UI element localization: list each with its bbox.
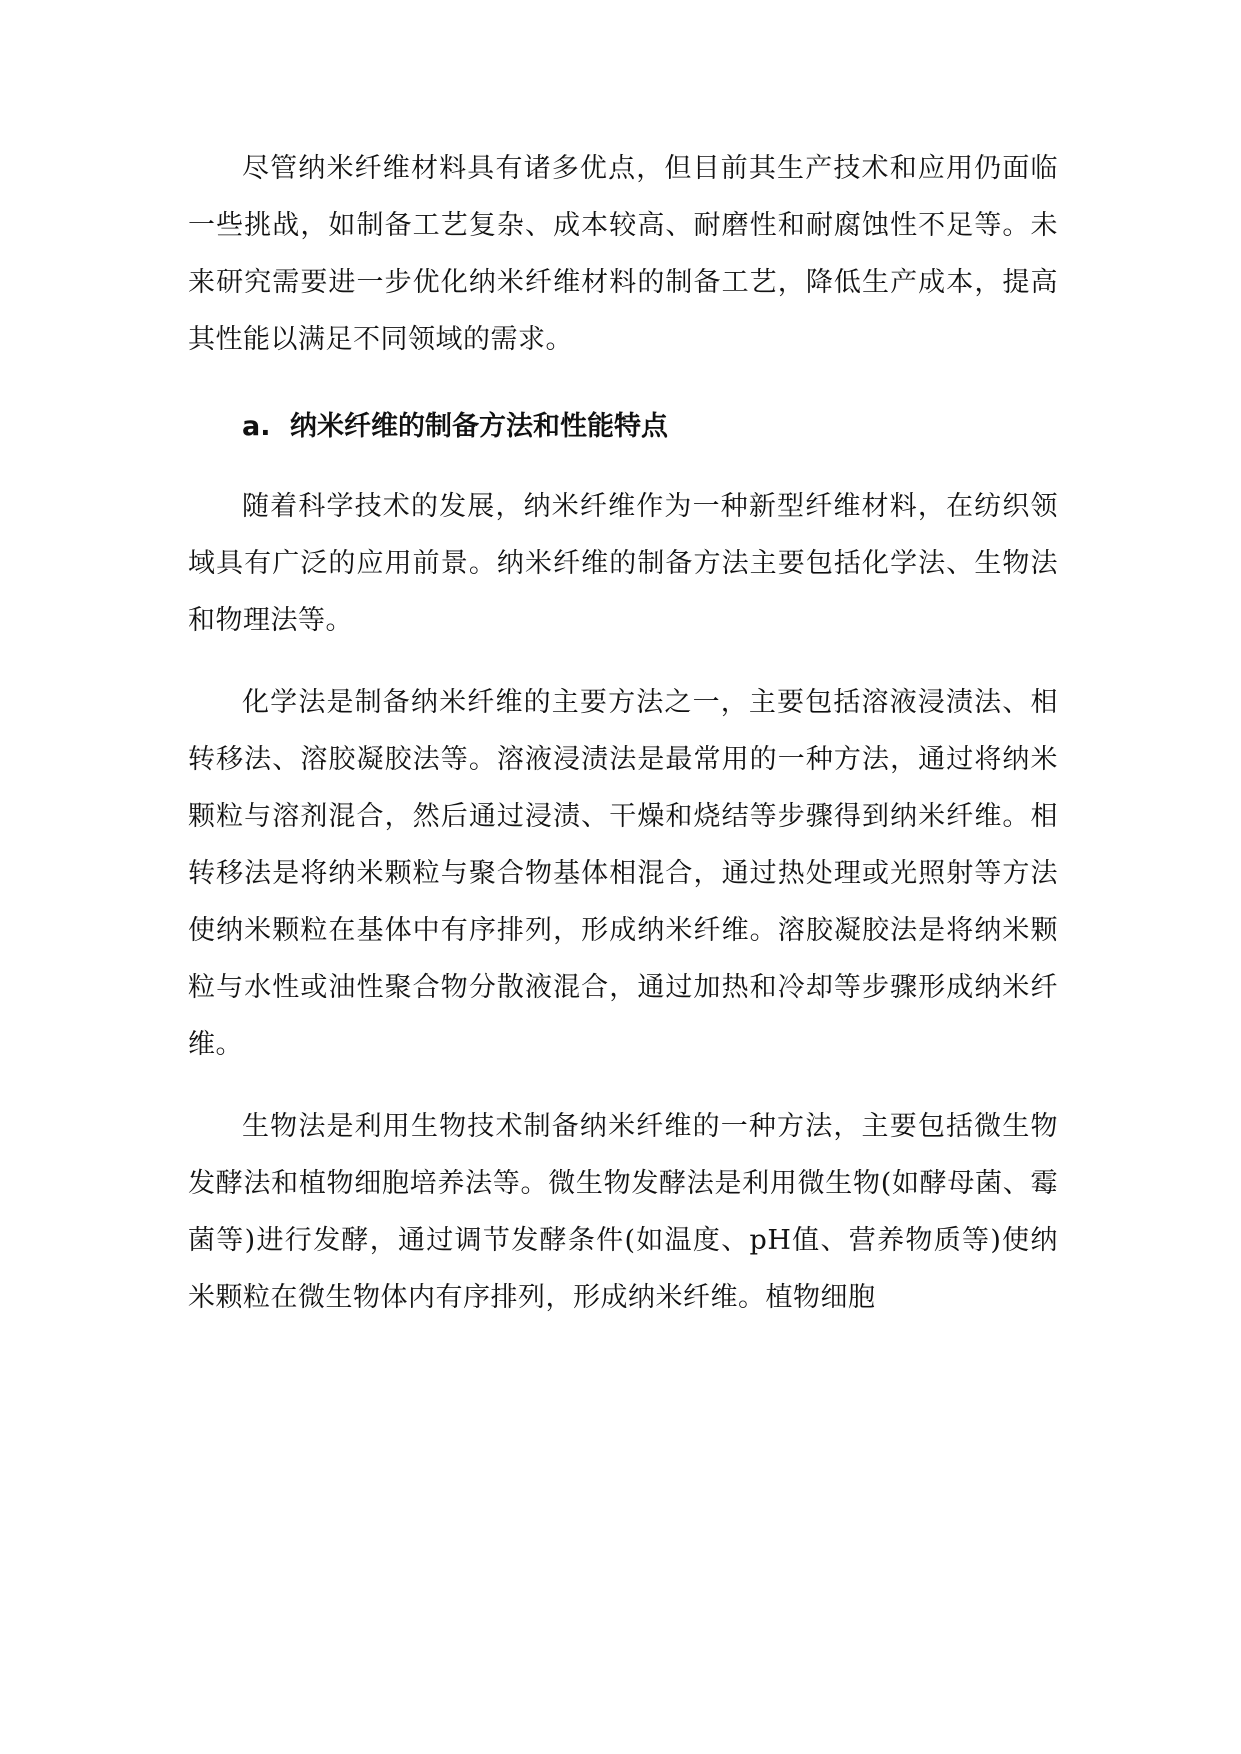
section-heading-title: 纳米纤维的制备方法和性能特点 bbox=[290, 411, 668, 442]
section-heading-marker: a. bbox=[242, 411, 271, 442]
document-body bbox=[188, 140, 1058, 1351]
section-heading bbox=[242, 398, 1058, 455]
paragraph-intro: 尽管纳米纤维材料具有诸多优点，但目前其生产技术和应用仍面临一些挑战，如制备工艺复杂、成本较高、耐磨性和耐腐蚀性不足等。未来研究需要进一步优化纳米纤维材料的制备工艺，降低生产成本，提高其性能以满足不同领域的需求。 bbox=[188, 153, 1058, 355]
paragraph-overview: 随着科学技术的发展，纳米纤维作为一种新型纤维材料，在纺织领域具有广泛的应用前景。纳米纤维的制备方法主要包括化学法、生物法和物理法等。 bbox=[188, 491, 1058, 636]
paragraph-chemical-method: 化学法是制备纳米纤维的主要方法之一，主要包括溶液浸渍法、相转移法、溶胶凝胶法等。溶液浸渍法是最常用的一种方法，通过将纳米颗粒与溶剂混合，然后通过浸渍、干燥和烧结等步骤得到纳米纤维。相转移法是将纳米颗粒与聚合物基体相混合，通过热处理或光照射等方法使纳米颗粒在基体中有序排列，形成纳米纤维。溶胶凝胶法是将纳米颗粒与水性或油性聚合物分散液混合，通过加热和冷却等步骤形成纳米纤维。 bbox=[188, 687, 1058, 1060]
paragraph-biological-method: 生物法是利用生物技术制备纳米纤维的一种方法，主要包括微生物发酵法和植物细胞培养法等。微生物发酵法是利用微生物(如酵母菌、霉菌等)进行发酵，通过调节发酵条件(如温度、pH值、营养物质等)使纳米颗粒在微生物体内有序排列，形成纳米纤维。植物细胞 bbox=[188, 1111, 1058, 1313]
